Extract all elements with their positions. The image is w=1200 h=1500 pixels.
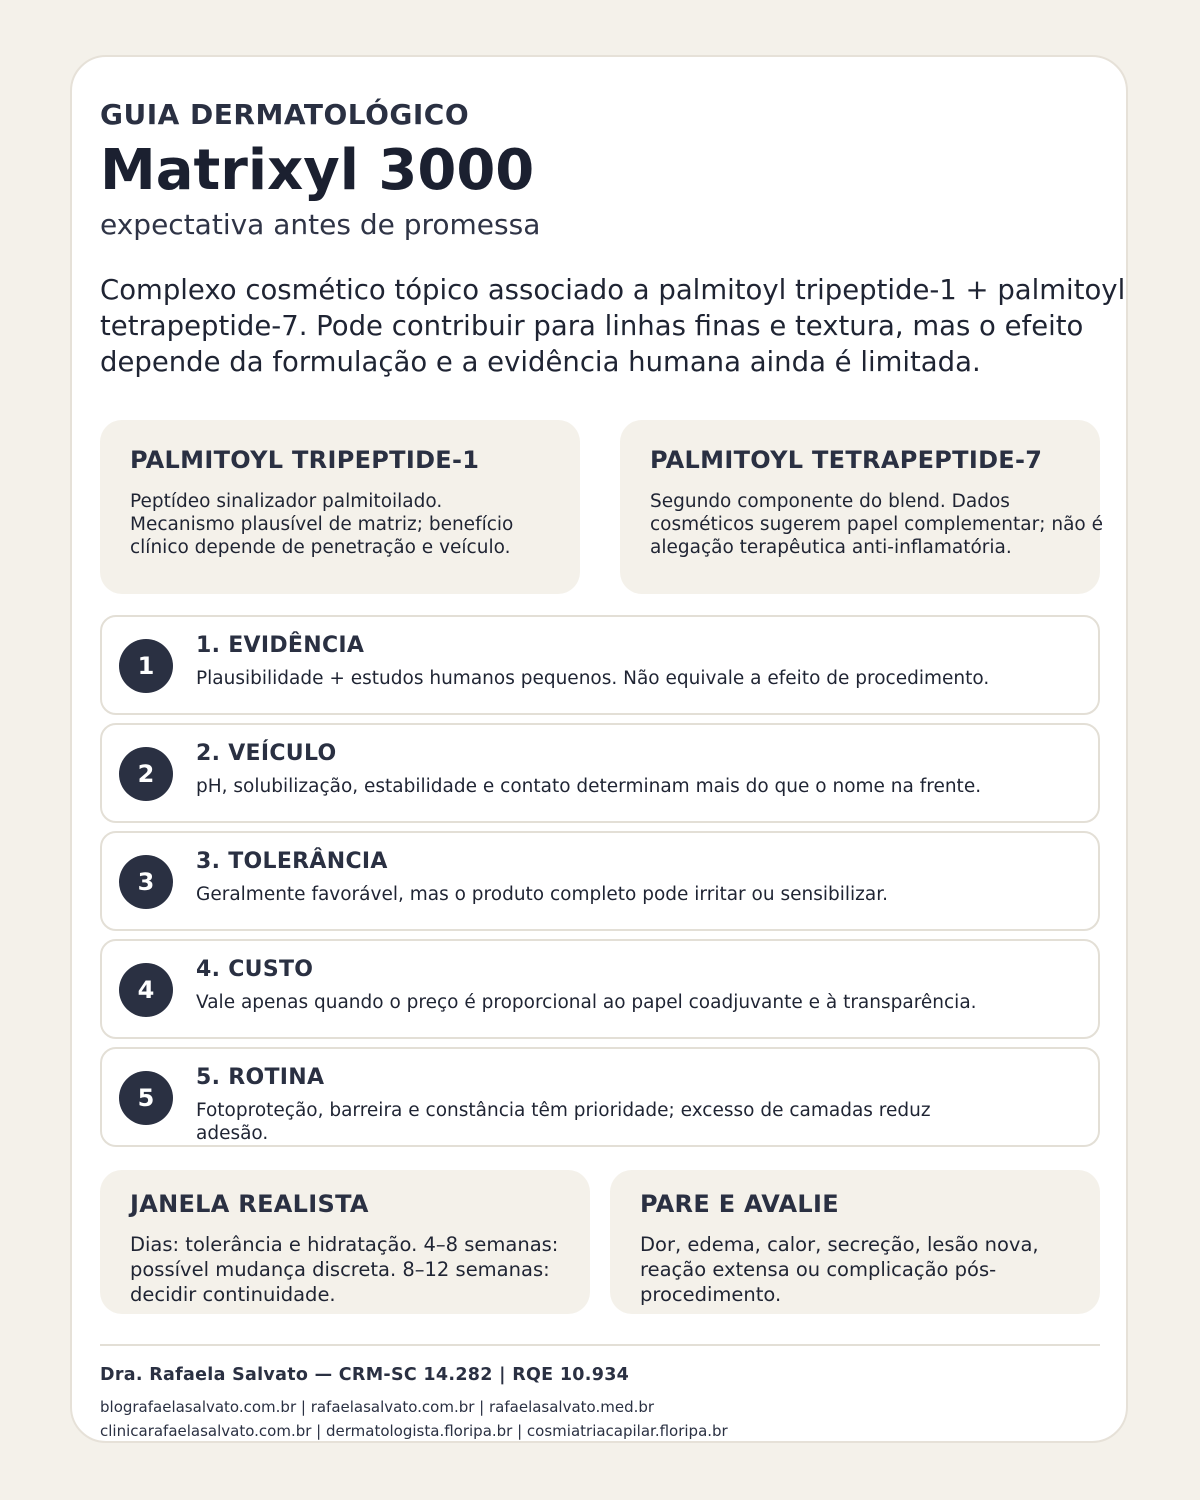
page-subtitle: expectativa antes de promessa [100, 208, 541, 241]
component-box-tetrapeptide [620, 420, 1103, 594]
step-number-badge: 5 [119, 1071, 173, 1125]
page-title: Matrixyl 3000 [100, 138, 535, 203]
stop-text: Dor, edema, calor, secreção, lesão nova, reação extensa ou complicação pós-procedimento. [640, 1233, 1039, 1306]
component-title: PALMITOYL TRIPEPTIDE-1 [130, 446, 480, 474]
component-text: Segundo componente do blend. Dados cosméticos sugerem papel complementar; não é alegação terapêutica anti-inflamatória. [650, 491, 1103, 558]
realistic-window-box [100, 1170, 590, 1314]
window-text: Dias: tolerância e hidratação. 4–8 semanas: possível mudança discreta. 8–12 semanas: decidir continuidade. [130, 1233, 559, 1306]
step-card-vehicle [100, 723, 1100, 823]
step-text: Fotoproteção, barreira e constância têm prioridade; excesso de camadas reduz adesão. [196, 1100, 931, 1144]
component-text: Peptídeo sinalizador palmitoilado. Mecanismo plausível de matriz; benefício clínico depende de penetração e veículo. [130, 491, 514, 558]
step-title: 1. EVIDÊNCIA [196, 633, 365, 658]
window-title: JANELA REALISTA [130, 1190, 369, 1218]
footer-links-line-2: clinicarafaelasalvato.com.br | dermatologista.floripa.br | cosmiatriacapilar.floripa.br [100, 1422, 728, 1440]
step-text: Vale apenas quando o preço é proporcional ao papel coadjuvante e à transparência. [196, 992, 977, 1013]
step-text: Plausibilidade + estudos humanos pequenos. Não equivale a efeito de procedimento. [196, 668, 990, 689]
step-card-evidence [100, 615, 1100, 715]
component-title: PALMITOYL TETRAPEPTIDE-7 [650, 446, 1043, 474]
step-number-badge: 3 [119, 855, 173, 909]
step-title: 5. ROTINA [196, 1065, 325, 1090]
step-text: pH, solubilização, estabilidade e contato determinam mais do que o nome na frente. [196, 776, 982, 797]
component-box-tripeptide [100, 420, 580, 594]
footer-divider [100, 1344, 1100, 1346]
author-signature: Dra. Rafaela Salvato — CRM-SC 14.282 | RQE 10.934 [100, 1365, 630, 1385]
step-card-tolerance [100, 831, 1100, 931]
step-number-badge: 1 [119, 639, 173, 693]
step-number-badge: 2 [119, 747, 173, 801]
eyebrow-label: GUIA DERMATOLÓGICO [100, 98, 470, 131]
step-card-cost [100, 939, 1100, 1039]
step-title: 4. CUSTO [196, 957, 314, 982]
step-title: 2. VEÍCULO [196, 741, 337, 766]
footer-links-line-1: blografaelasalvato.com.br | rafaelasalvato.com.br | rafaelasalvato.med.br [100, 1398, 655, 1416]
step-number-badge: 4 [119, 963, 173, 1017]
intro-paragraph: Complexo cosmético tópico associado a palmitoyl tripeptide-1 + palmitoyl tetrapeptide-7. Pode contribuir para linhas finas e textura, mas o efeito depende da formulação e a evidência humana ainda é limitada. [100, 274, 1126, 378]
stop-title: PARE E AVALIE [640, 1190, 839, 1218]
stop-and-evaluate-box [610, 1170, 1100, 1314]
step-text: Geralmente favorável, mas o produto completo pode irritar ou sensibilizar. [196, 884, 888, 905]
step-card-routine [100, 1047, 1100, 1147]
step-title: 3. TOLERÂNCIA [196, 849, 388, 874]
